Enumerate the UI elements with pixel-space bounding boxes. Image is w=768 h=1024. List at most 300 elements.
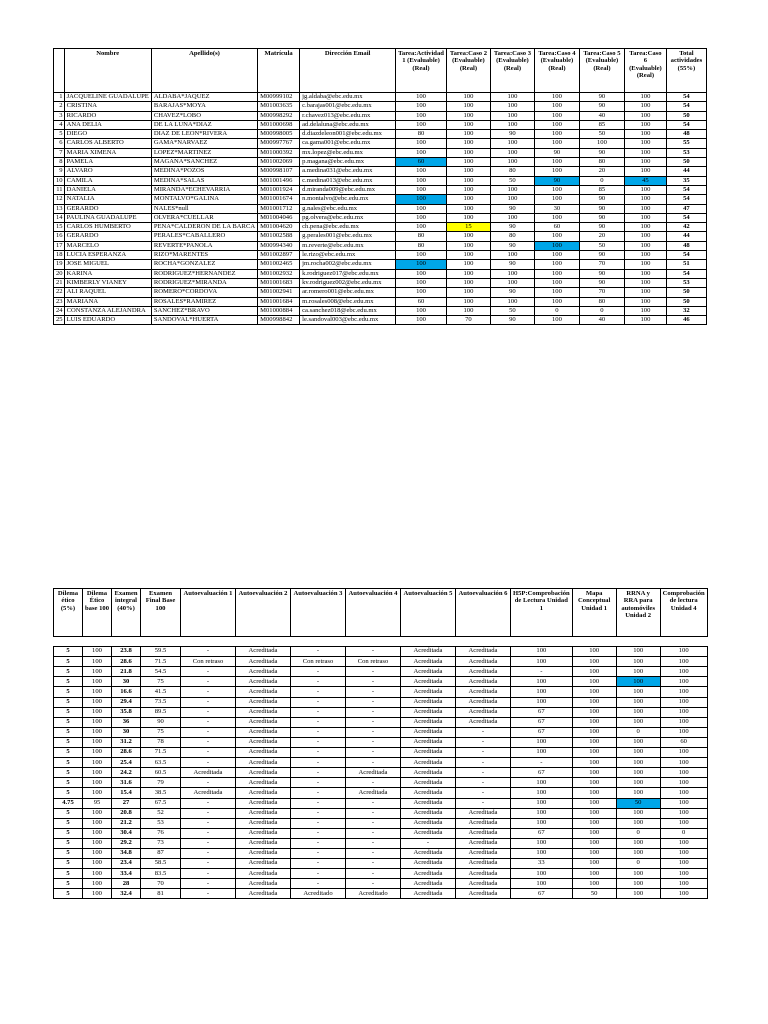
table1-cell-t4: 100 xyxy=(534,269,579,278)
table2-cell: Acreditada xyxy=(401,687,456,697)
table2-cell: Acreditada xyxy=(236,859,291,869)
table1-cell-nombre: DIEGO xyxy=(64,130,151,139)
table2-cell: Acreditada xyxy=(456,697,511,707)
table1-column-header: Apellido(s) xyxy=(151,49,257,93)
table1-cell-total: 48 xyxy=(666,130,706,139)
table2-row xyxy=(54,768,708,778)
table2-cell: Acreditada xyxy=(401,717,456,727)
table2-cell: - xyxy=(346,869,401,879)
table1-cell-t5: 90 xyxy=(579,223,624,232)
table1-cell-nombre: JOSE MIGUEL xyxy=(64,260,151,269)
table1-row xyxy=(54,167,707,176)
table2-column-header: Autoevaluación 2 xyxy=(236,589,291,637)
table1-cell-email: mx.lopez@ebc.edu.mx xyxy=(300,148,396,157)
table1-cell-apellidos: SANDOVAL*HUERTA xyxy=(151,316,257,325)
table1-cell-n: 12 xyxy=(54,195,65,204)
table2-cell: - xyxy=(346,707,401,717)
table2-cell: - xyxy=(181,737,236,747)
table2-cell: 100 xyxy=(511,677,573,687)
table1-cell-t4: 100 xyxy=(534,297,579,306)
table1-cell-email: k.rodriguez017@ebc.edu.mx xyxy=(300,269,396,278)
table2-cell: 100 xyxy=(511,687,573,697)
table2-cell: 5 xyxy=(54,647,83,657)
table2-cell: Acreditada xyxy=(236,647,291,657)
table2-cell: 100 xyxy=(572,758,616,768)
table1-cell-t1: 100 xyxy=(396,120,447,129)
table2-cell: 87 xyxy=(141,848,181,858)
table2-cell: 100 xyxy=(660,657,707,667)
table2-cell: - xyxy=(181,828,236,838)
table2-cell: - xyxy=(456,737,511,747)
table1-cell-n: 6 xyxy=(54,139,65,148)
table1-cell-nombre: GERARDO xyxy=(64,232,151,241)
table2-cell: 50 xyxy=(572,889,616,899)
table2-cell: - xyxy=(181,677,236,687)
table1-cell-n: 19 xyxy=(54,260,65,269)
table1-cell-t4: 100 xyxy=(534,111,579,120)
table1-cell-t1: 80 xyxy=(396,241,447,250)
table2-cell: 100 xyxy=(572,798,616,808)
table1-cell-matricula: M00998292 xyxy=(258,111,300,120)
table2-cell: 100 xyxy=(660,859,707,869)
table2-cell: - xyxy=(291,707,346,717)
table2-cell: - xyxy=(181,727,236,737)
table1-column-header: Tarea:Caso 2 (Evaluable) (Real) xyxy=(446,49,490,93)
table1-cell-total: 51 xyxy=(666,260,706,269)
table1-cell-t1: 100 xyxy=(396,139,447,148)
table2-cell: 70 xyxy=(141,879,181,889)
table2-cell: - xyxy=(291,798,346,808)
table2-cell: - xyxy=(291,818,346,828)
table1-cell-nombre: CONSTANZA ALEJANDRA xyxy=(64,306,151,315)
table2-cell: - xyxy=(181,697,236,707)
table1-cell-email: ca.sanchez018@ebc.edu.mx xyxy=(300,306,396,315)
table1-cell-t6: 100 xyxy=(624,297,666,306)
table2-cell: Acreditado xyxy=(291,889,346,899)
table2-cell: Acreditada xyxy=(236,848,291,858)
table2-cell: 100 xyxy=(572,687,616,697)
table2-cell: Acreditada xyxy=(456,838,511,848)
table2-cell: 25.4 xyxy=(112,758,141,768)
table2-cell: 24.2 xyxy=(112,768,141,778)
table2-cell: 100 xyxy=(83,758,112,768)
table2-cell: 58.5 xyxy=(141,859,181,869)
table2-cell: 28 xyxy=(112,879,141,889)
table1-cell-t1: 100 xyxy=(396,102,447,111)
table1-cell-matricula: M01000698 xyxy=(258,120,300,129)
table2-cell: 100 xyxy=(83,859,112,869)
table2-cell: 71.5 xyxy=(141,748,181,758)
table1-cell-t4: 100 xyxy=(534,130,579,139)
table1-column-header: Nombre xyxy=(64,49,151,93)
table1-column-header xyxy=(54,49,65,93)
table1-cell-t6: 100 xyxy=(624,139,666,148)
table1-cell-t3: 100 xyxy=(490,158,534,167)
table2-cell: 23.8 xyxy=(112,647,141,657)
table2-cell: 5 xyxy=(54,748,83,758)
table2-row xyxy=(54,657,708,667)
table2-cell: 100 xyxy=(83,697,112,707)
table1-cell-apellidos: LOPEZ*MARTINEZ xyxy=(151,148,257,157)
table1-cell-t5: 90 xyxy=(579,269,624,278)
table1-cell-apellidos: ROMERO*CORDOVA xyxy=(151,288,257,297)
table2-cell: 5 xyxy=(54,828,83,838)
table2-cell: Acreditada xyxy=(236,758,291,768)
table2-cell: 100 xyxy=(660,687,707,697)
table2-cell: 54.5 xyxy=(141,667,181,677)
table2-cell: 67 xyxy=(511,768,573,778)
table2-row xyxy=(54,818,708,828)
table1-cell-t3: 100 xyxy=(490,102,534,111)
table2-cell: - xyxy=(181,879,236,889)
table1-cell-matricula: M01002588 xyxy=(258,232,300,241)
table1-column-header: Tarea:Actividad 1 (Evaluable) (Real) xyxy=(396,49,447,93)
table2-cell: Acreditada xyxy=(456,677,511,687)
table2-row xyxy=(54,889,708,899)
table1-cell-t2: 15 xyxy=(446,223,490,232)
table2-row xyxy=(54,828,708,838)
table2-cell: 100 xyxy=(572,808,616,818)
table1-row xyxy=(54,204,707,213)
table1-cell-t3: 100 xyxy=(490,251,534,260)
table1-cell-t1: 100 xyxy=(396,288,447,297)
table2-cell: 100 xyxy=(572,879,616,889)
table1-cell-matricula: M01002941 xyxy=(258,288,300,297)
table2-row xyxy=(54,778,708,788)
table2-cell: 100 xyxy=(660,768,707,778)
table2-cell: - xyxy=(291,717,346,727)
table2-cell: 100 xyxy=(572,657,616,667)
table2-cell: - xyxy=(511,758,573,768)
table2-cell: 100 xyxy=(83,818,112,828)
table1-cell-t1: 100 xyxy=(396,195,447,204)
table1-cell-t2: 100 xyxy=(446,278,490,287)
table1-cell-apellidos: MONTALVO*GALINA xyxy=(151,195,257,204)
table1-cell-t3: 90 xyxy=(490,316,534,325)
table2-cell: 27 xyxy=(112,798,141,808)
table1-cell-t3: 90 xyxy=(490,260,534,269)
table2-cell: Acreditada xyxy=(236,727,291,737)
table2-cell: - xyxy=(181,687,236,697)
table2-cell: 100 xyxy=(660,748,707,758)
table1-cell-t1: 100 xyxy=(396,223,447,232)
table2-cell: - xyxy=(401,838,456,848)
table1-cell-t3: 50 xyxy=(490,306,534,315)
table2-cell: 5 xyxy=(54,848,83,858)
table2-cell: - xyxy=(346,808,401,818)
table1-cell-nombre: JACQUELINE GUADALUPE xyxy=(64,93,151,102)
table2-cell: 100 xyxy=(572,859,616,869)
table1-cell-t2: 100 xyxy=(446,167,490,176)
table1-cell-t6: 100 xyxy=(624,260,666,269)
table1-cell-matricula: M01004046 xyxy=(258,213,300,222)
table1-cell-t4: 100 xyxy=(534,167,579,176)
table1-cell-t4: 100 xyxy=(534,316,579,325)
table1-cell-t4: 100 xyxy=(534,241,579,250)
table2-cell: 20.8 xyxy=(112,808,141,818)
table2-cell: Acreditada xyxy=(401,697,456,707)
table1-row xyxy=(54,306,707,315)
table1-cell-n: 23 xyxy=(54,297,65,306)
table1-cell-t4: 100 xyxy=(534,260,579,269)
table2-cell: 100 xyxy=(83,727,112,737)
table2-cell: - xyxy=(346,717,401,727)
table2-cell: 33 xyxy=(511,859,573,869)
table2-cell: Acreditada xyxy=(236,869,291,879)
table2-cell: 5 xyxy=(54,838,83,848)
table2-cell: 67 xyxy=(511,717,573,727)
table1-cell-apellidos: OLVERA*CUELLAR xyxy=(151,213,257,222)
table2-cell: Acreditada xyxy=(346,768,401,778)
table2-cell: - xyxy=(291,727,346,737)
table2-cell: 52 xyxy=(141,808,181,818)
table1-row xyxy=(54,130,707,139)
table2-cell: 100 xyxy=(660,889,707,899)
table1-cell-t6: 100 xyxy=(624,148,666,157)
table2-cell: - xyxy=(291,647,346,657)
table1-cell-t5: 90 xyxy=(579,278,624,287)
table2-cell: 100 xyxy=(616,748,660,758)
table2-cell: 63.5 xyxy=(141,758,181,768)
table2-cell: 5 xyxy=(54,808,83,818)
table2-cell: - xyxy=(346,879,401,889)
table1-cell-t6: 100 xyxy=(624,269,666,278)
table1-row xyxy=(54,139,707,148)
table2-cell: Acreditada xyxy=(401,869,456,879)
table2-cell: - xyxy=(346,647,401,657)
table2-cell: - xyxy=(456,748,511,758)
table2-cell: Acreditada xyxy=(401,879,456,889)
table1-cell-nombre: MARCELO xyxy=(64,241,151,250)
table1-row xyxy=(54,223,707,232)
table2-row xyxy=(54,737,708,747)
table1-cell-t5: 40 xyxy=(579,316,624,325)
table1-cell-email: jg.aldaba@ebc.edu.mx xyxy=(300,93,396,102)
table1-cell-email: c.medina013@ebc.edu.mx xyxy=(300,176,396,185)
table2-cell: 5 xyxy=(54,889,83,899)
table2-cell: 100 xyxy=(660,818,707,828)
table2-row xyxy=(54,687,708,697)
table1-cell-nombre: MARIA XIMENA xyxy=(64,148,151,157)
table2-cell: Acreditada xyxy=(236,687,291,697)
table1-row xyxy=(54,213,707,222)
table2-cell: 100 xyxy=(572,838,616,848)
table2-cell: - xyxy=(181,758,236,768)
table2-cell: 100 xyxy=(660,677,707,687)
table2-cell: 100 xyxy=(572,869,616,879)
table1-cell-t4: 100 xyxy=(534,195,579,204)
table1-header-row xyxy=(54,49,707,93)
table1-cell-total: 48 xyxy=(666,241,706,250)
table2-cell: - xyxy=(181,748,236,758)
table1-cell-t5: 70 xyxy=(579,288,624,297)
table2-header-row xyxy=(54,589,708,637)
table2-cell: 100 xyxy=(660,869,707,879)
table1-cell-t6: 100 xyxy=(624,306,666,315)
table2-cell: 100 xyxy=(83,838,112,848)
table2-cell: - xyxy=(346,798,401,808)
table1-cell-t2: 100 xyxy=(446,185,490,194)
table1-cell-nombre: PAULINA GUADALUPE xyxy=(64,213,151,222)
table2-cell: Acreditada xyxy=(181,788,236,798)
table2-cell: Acreditada xyxy=(401,748,456,758)
table1-cell-apellidos: RIZO*MARENTES xyxy=(151,251,257,260)
table1-cell-t3: 100 xyxy=(490,148,534,157)
table2-cell: 100 xyxy=(660,778,707,788)
table1-cell-n: 22 xyxy=(54,288,65,297)
table2-cell: Acreditada xyxy=(236,677,291,687)
table1-row xyxy=(54,260,707,269)
table2-cell: 95 xyxy=(83,798,112,808)
table1-cell-apellidos: GAMA*NARVAEZ xyxy=(151,139,257,148)
table1-cell-t5: 90 xyxy=(579,93,624,102)
table1-cell-matricula: M01001712 xyxy=(258,204,300,213)
table2-cell: 5 xyxy=(54,697,83,707)
table2-cell: 100 xyxy=(616,667,660,677)
table2-cell: Acreditada xyxy=(236,768,291,778)
table1-cell-email: kv.rodriguez002@ebc.edu.mx xyxy=(300,278,396,287)
table1-cell-email: jm.rocha002@ebc.edu.mx xyxy=(300,260,396,269)
table1-cell-apellidos: CHAVEZ*LOBO xyxy=(151,111,257,120)
table1-cell-nombre: KIMBERLY VIANEY xyxy=(64,278,151,287)
table1-cell-matricula: M00998005 xyxy=(258,130,300,139)
table2-cell: 100 xyxy=(660,707,707,717)
table2-cell: Acreditada xyxy=(236,657,291,667)
table2-cell: 100 xyxy=(660,717,707,727)
table2-cell: Acreditada xyxy=(401,788,456,798)
table2-cell: 5 xyxy=(54,667,83,677)
table1-cell-nombre: ANA DELIA xyxy=(64,120,151,129)
table2-cell: 100 xyxy=(660,798,707,808)
table2-cell: 100 xyxy=(616,778,660,788)
table1-row xyxy=(54,269,707,278)
table1-cell-total: 50 xyxy=(666,158,706,167)
table1-cell-t1: 60 xyxy=(396,297,447,306)
table2-cell: - xyxy=(181,778,236,788)
table2-cell: 50 xyxy=(616,798,660,808)
table1-cell-t1: 100 xyxy=(396,176,447,185)
table2-cell: 5 xyxy=(54,737,83,747)
table1-cell-n: 20 xyxy=(54,269,65,278)
table1-cell-total: 54 xyxy=(666,251,706,260)
table2-cell: 100 xyxy=(616,879,660,889)
table2-row xyxy=(54,788,708,798)
table1-cell-t5: 40 xyxy=(579,111,624,120)
table2-cell: - xyxy=(291,667,346,677)
table2-cell: Acreditada xyxy=(236,748,291,758)
table1-cell-apellidos: PENA*CALDERON DE LA BARCA xyxy=(151,223,257,232)
table2-cell: - xyxy=(346,737,401,747)
table2-cell: Acreditada xyxy=(401,737,456,747)
table1-row xyxy=(54,288,707,297)
table1-cell-t4: 60 xyxy=(534,223,579,232)
table2-cell: 30 xyxy=(112,727,141,737)
table1-cell-email: m.reverte@ebc.edu.mx xyxy=(300,241,396,250)
table2-cell: 100 xyxy=(83,748,112,758)
table1-column-header: Tarea:Caso 6 (Evaluable) (Real) xyxy=(624,49,666,93)
table2-cell: 41.5 xyxy=(141,687,181,697)
table1-cell-t6: 100 xyxy=(624,195,666,204)
table2-cell: - xyxy=(346,778,401,788)
table2-cell: - xyxy=(456,768,511,778)
table2-cell: 100 xyxy=(511,697,573,707)
table2-cell: Acreditada xyxy=(401,859,456,869)
table1-row xyxy=(54,297,707,306)
table2-cell: Acreditada xyxy=(456,647,511,657)
table2-cell: Acreditada xyxy=(236,798,291,808)
table2-cell: - xyxy=(181,869,236,879)
table1-cell-t1: 100 xyxy=(396,93,447,102)
table1-cell-t3: 100 xyxy=(490,111,534,120)
table1-cell-t4: 100 xyxy=(534,120,579,129)
table1-cell-t5: 85 xyxy=(579,185,624,194)
table1-cell-t2: 100 xyxy=(446,213,490,222)
table1-cell-t1: 100 xyxy=(396,213,447,222)
table2-cell: 5 xyxy=(54,677,83,687)
table1-cell-total: 54 xyxy=(666,120,706,129)
table2-row xyxy=(54,859,708,869)
table2-cell: Acreditada xyxy=(401,667,456,677)
table1-cell-t2: 100 xyxy=(446,148,490,157)
table1-cell-t1: 100 xyxy=(396,278,447,287)
table2-cell: 100 xyxy=(83,657,112,667)
table2-cell: - xyxy=(181,818,236,828)
table2-cell: 100 xyxy=(660,727,707,737)
table2-cell: - xyxy=(181,848,236,858)
table2-cell: 100 xyxy=(511,818,573,828)
table2-cell: 5 xyxy=(54,707,83,717)
table1-cell-t3: 100 xyxy=(490,120,534,129)
table1-cell-n: 24 xyxy=(54,306,65,315)
table2-cell: 0 xyxy=(616,727,660,737)
table2-cell: 36 xyxy=(112,717,141,727)
table1-cell-apellidos: MEDINA*SALAS xyxy=(151,176,257,185)
table2-cell: Con retraso xyxy=(291,657,346,667)
table2-cell: 100 xyxy=(616,717,660,727)
table1-cell-t2: 100 xyxy=(446,130,490,139)
table2-cell: Acreditada xyxy=(456,707,511,717)
table1-cell-email: ca.gama001@ebc.edu.mx xyxy=(300,139,396,148)
table2-cell: - xyxy=(456,798,511,808)
table2-cell: 29.4 xyxy=(112,697,141,707)
table1-cell-t2: 100 xyxy=(446,241,490,250)
table2-cell: Acreditada xyxy=(236,707,291,717)
table1-row xyxy=(54,185,707,194)
table1-cell-n: 1 xyxy=(54,93,65,102)
table2-cell: 100 xyxy=(83,647,112,657)
table2-cell: 21.2 xyxy=(112,818,141,828)
table2-cell: 5 xyxy=(54,657,83,667)
table2-cell: 30 xyxy=(112,677,141,687)
table2-cell: 38.5 xyxy=(141,788,181,798)
table1-row xyxy=(54,195,707,204)
table1-row xyxy=(54,241,707,250)
table2-row xyxy=(54,677,708,687)
table2-row xyxy=(54,727,708,737)
table2-cell: 53 xyxy=(141,818,181,828)
table1-cell-total: 54 xyxy=(666,185,706,194)
table1-row xyxy=(54,120,707,129)
table1-cell-email: r.chavez013@ebc.edu.mx xyxy=(300,111,396,120)
table1-cell-t2: 100 xyxy=(446,306,490,315)
table1-cell-t1: 100 xyxy=(396,306,447,315)
table1-cell-t4: 100 xyxy=(534,158,579,167)
table2-cell: 100 xyxy=(572,848,616,858)
table2-column-header: Examen integral (40%) xyxy=(112,589,141,637)
table1-cell-total: 50 xyxy=(666,288,706,297)
table1-cell-t6: 100 xyxy=(624,120,666,129)
table2-cell: 0 xyxy=(616,828,660,838)
